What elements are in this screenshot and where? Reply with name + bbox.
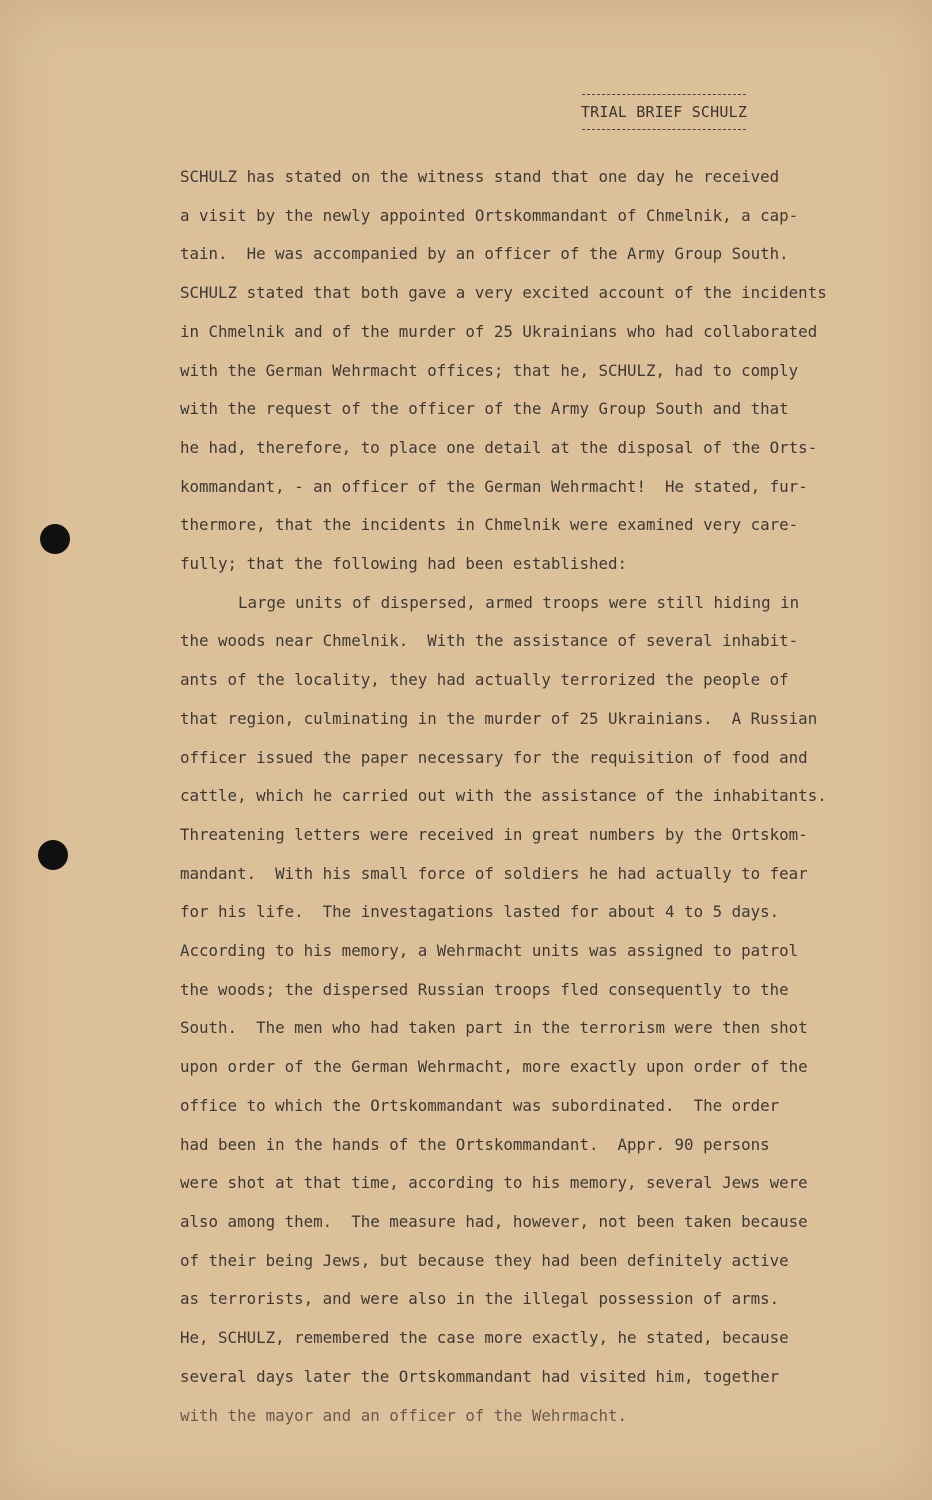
text-line: South. The men who had taken part in the terrorism were then shot	[180, 1018, 808, 1038]
text-line: that region, culminating in the murder of 25 Ukrainians. A Russian	[180, 708, 818, 728]
text-line: SCHULZ has stated on the witness stand that one day he received	[180, 167, 780, 186]
text-line: mandant. With his small force of soldiers he had actually to fear	[180, 863, 808, 883]
text-line: several days later the Ortskommandant had visited him, together	[180, 1366, 780, 1386]
text-line: Large units of dispersed, armed troops were still hiding in	[238, 592, 800, 612]
text-line: Threatening letters were received in great numbers by the Ortskom-	[180, 824, 808, 844]
punch-hole	[40, 524, 70, 554]
text-line: for his life. The investagations lasted for about 4 to 5 days.	[180, 902, 780, 922]
text-line: tain. He was accompanied by an officer of the Army Group South.	[180, 244, 789, 264]
text-line: were shot at that time, according to his memory, several Jews were	[180, 1173, 808, 1193]
text-line: the woods near Chmelnik. With the assistance of several inhabit-	[180, 631, 799, 651]
text-line: fully; that the following had been established:	[180, 554, 627, 574]
text-line: ants of the locality, they had actually terrorized the people of	[180, 670, 789, 690]
text-line: had been in the hands of the Ortskommandant. Appr. 90 persons	[180, 1134, 770, 1154]
text-line: of their being Jews, but because they had been definitely active	[180, 1250, 789, 1270]
text-line: officer issued the paper necessary for the requisition of food and	[180, 747, 808, 767]
text-line: According to his memory, a Wehrmacht units was assigned to patrol	[180, 941, 799, 961]
text-line: with the mayor and an officer of the Wehrmacht.	[180, 1405, 627, 1425]
text-line: with the request of the officer of the Army Group South and that	[180, 399, 789, 419]
text-line: kommandant, - an officer of the German Wehrmacht! He stated, fur-	[180, 476, 808, 496]
header-title: TRIAL BRIEF SCHULZ	[580, 103, 748, 121]
text-line: he had, therefore, to place one detail at the disposal of the Orts-	[180, 437, 818, 457]
text-line: upon order of the German Wehrmacht, more exactly upon order of the	[180, 1057, 808, 1077]
header-rule-top	[582, 94, 746, 95]
text-line: office to which the Ortskommandant was subordinated. The order	[180, 1095, 780, 1115]
text-line: the woods; the dispersed Russian troops fled consequently to the	[180, 979, 789, 999]
document-body	[180, 158, 860, 1435]
text-line: thermore, that the incidents in Chmelnik were examined very care-	[180, 515, 799, 535]
text-line: SCHULZ stated that both gave a very excited account of the incidents	[180, 283, 827, 303]
header-rule-bottom	[582, 129, 746, 130]
text-line: He, SCHULZ, remembered the case more exactly, he stated, because	[180, 1328, 789, 1348]
text-line: a visit by the newly appointed Ortskommandant of Chmelnik, a cap-	[180, 205, 799, 225]
punch-hole	[38, 840, 68, 870]
text-line: cattle, which he carried out with the assistance of the inhabitants.	[180, 786, 827, 806]
text-line: in Chmelnik and of the murder of 25 Ukrainians who had collaborated	[180, 321, 818, 341]
text-line: also among them. The measure had, however, not been taken because	[180, 1211, 808, 1231]
document-header	[574, 90, 754, 134]
text-line: with the German Wehrmacht offices; that he, SCHULZ, had to comply	[180, 360, 799, 380]
text-line: as terrorists, and were also in the illegal possession of arms.	[180, 1289, 780, 1309]
